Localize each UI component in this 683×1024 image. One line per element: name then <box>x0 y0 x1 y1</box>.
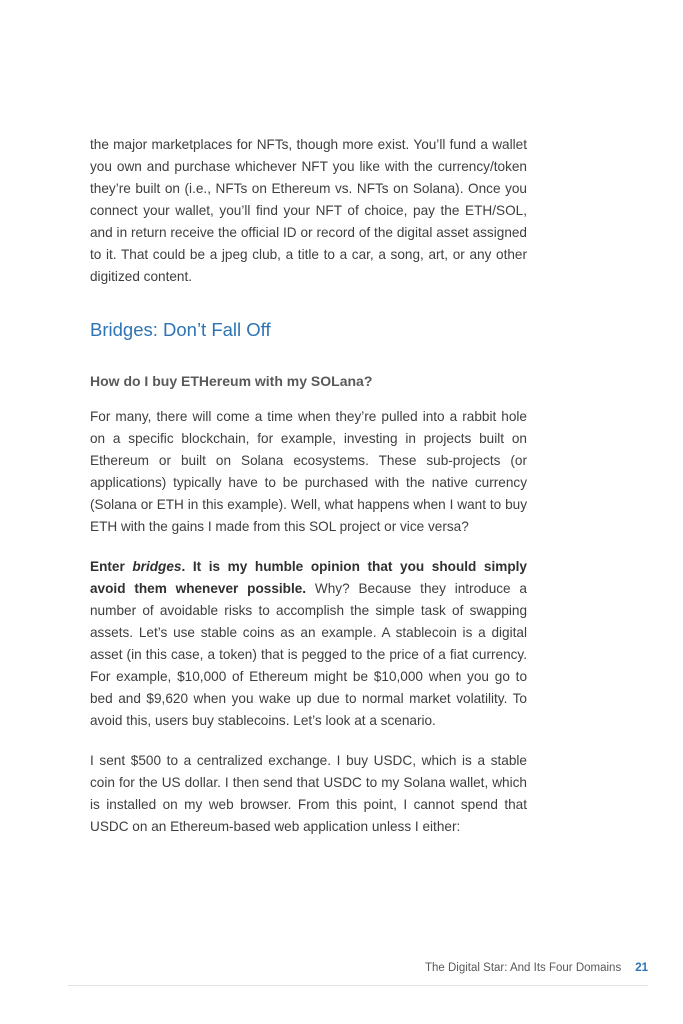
rabbit-hole-paragraph: For many, there will come a time when they’re pulled into a rabbit hole on a specific blockchain, for example, investing in projects built on Ethereum or built on Solana ecosystems. These sub-projects (or applications) typically have to be purchased with the native currency (Solana or ETH in this example). Well, what happens when I want to buy ETH with the gains I made from this SOL project or vice versa? <box>90 409 527 534</box>
bridges-bold-rest: . It is my humble opinion that you should simply avoid them whenever possible. <box>90 559 527 596</box>
bridges-paragraph <box>90 556 527 732</box>
footer-page-number: 21 <box>635 962 648 974</box>
usdc-paragraph: I sent $500 to a centralized exchange. I buy USDC, which is a stable coin for the US dollar. I then send that USDC to my Solana wallet, which is installed on my web browser. From this point, I cannot spend that USDC on an Ethereum-based web application unless I either: <box>90 753 527 834</box>
question-subheading: How do I buy ETHereum with my SOLana? <box>90 373 373 389</box>
section-heading: Bridges: Don’t Fall Off <box>90 319 271 340</box>
intro-paragraph: the major marketplaces for NFTs, though more exist. You’ll fund a wallet you own and purchase whichever NFT you like with the currency/token they’re built on (i.e., NFTs on Ethereum vs. NFTs on Solana). Once you connect your wallet, you’ll find your NFT of choice, pay the ETH/SOL, and in return receive the official ID or record of the digital asset assigned to it. That could be a jpeg club, a title to a car, a song, art, or any other digitized content. <box>90 137 527 284</box>
page-footer <box>68 961 648 986</box>
bridges-regular-text: Why? Because they introduce a number of avoidable risks to accomplish the simple task of swapping assets. Let’s use stable coins as an example. A stablecoin is a digital asset (in this case, a token) that is pegged to the price of a fiat currency. For example, $10,000 of Ethereum might be $10,000 when you go to bed and $9,620 when you wake up due to normal market volatility. To avoid this, users buy stablecoins. Let’s look at a scenario. <box>90 581 527 728</box>
bridges-bold-lead: Enter <box>90 559 133 574</box>
page-content <box>90 134 527 856</box>
footer-book-title: The Digital Star: And Its Four Domains <box>424 962 622 974</box>
bridges-italic-term: bridges <box>132 559 182 574</box>
